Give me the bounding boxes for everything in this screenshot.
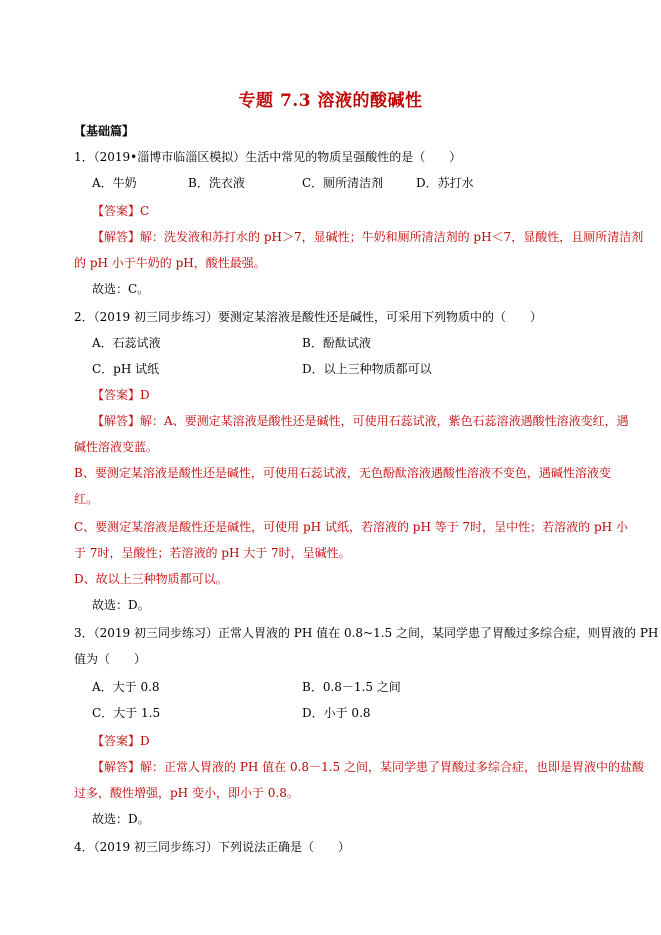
q3-option-c: C．大于 1.5 <box>92 706 161 720</box>
q3-choice: 故选：D。 <box>92 812 150 826</box>
q1-option-b: B．洗衣液 <box>188 176 245 190</box>
q3-option-d: D．小于 0.8 <box>302 706 371 720</box>
q2-option-c: C．pH 试纸 <box>92 362 160 376</box>
q3-answer: 【答案】D <box>92 734 150 748</box>
section-label: 【基础篇】 <box>74 124 135 138</box>
q3-stem: 3．（2019 初三同步练习）正常人胃液的 PH 值在 0.8~1.5 之间，某同学患了胃酸过多综合症，则胃液的 PH <box>74 626 659 640</box>
q1-choice: 故选：C。 <box>92 282 150 296</box>
q1-option-a: A．牛奶 <box>92 176 137 190</box>
q3-option-b: B．0.8－1.5 之间 <box>302 680 401 694</box>
q2-analysis-c: C、要测定某溶液是酸性还是碱性，可使用 pH 试纸，若溶液的 pH 等于 7时，呈中性；若溶液的 pH 小 <box>74 520 628 534</box>
q2-analysis-c-cont: 于 7时，呈酸性；若溶液的 pH 大于 7时，呈碱性。 <box>74 546 351 560</box>
page-title: 专题 7.3 溶液的酸碱性 <box>238 91 423 111</box>
q3-option-a: A．大于 0.8 <box>92 680 160 694</box>
q2-answer: 【答案】D <box>92 388 150 402</box>
q1-option-c: C．厕所清洁剂 <box>302 176 384 190</box>
q1-analysis: 【解答】解：洗发液和苏打水的 pH＞7，显碱性；牛奶和厕所清洁剂的 pH＜7，显酸性，且厕所清洁剂 <box>92 230 644 244</box>
q2-option-d: D．以上三种物质都可以 <box>302 362 432 376</box>
q2-analysis-b-cont: 红。 <box>74 492 99 506</box>
q2-option-b: B．酚酞试液 <box>302 336 371 350</box>
q4-stem: 4．（2019 初三同步练习）下列说法正确是（ ） <box>74 840 350 854</box>
q1-analysis-cont: 的 pH 小于牛奶的 pH，酸性最强。 <box>74 256 266 270</box>
q2-analysis-cont: 碱性溶液变蓝。 <box>74 440 159 454</box>
q3-analysis-cont: 过多，酸性增强，pH 变小，即小于 0.8。 <box>74 786 299 800</box>
q3-stem-cont: 值为（ ） <box>74 652 147 666</box>
q1-stem: 1．（2019•淄博市临淄区模拟）生活中常见的物质呈强酸性的是（ ） <box>74 150 462 164</box>
q2-analysis-b: B、要测定某溶液是酸性还是碱性，可使用石蕊试液，无色酚酞溶液遇酸性溶液不变色，遇碱性溶液变 <box>74 466 611 480</box>
q1-option-d: D．苏打水 <box>416 176 474 190</box>
q2-stem: 2．（2019 初三同步练习）要测定某溶液是酸性还是碱性，可采用下列物质中的（ ） <box>74 310 542 324</box>
q2-option-a: A．石蕊试液 <box>92 336 161 350</box>
q3-analysis: 【解答】解：正常人胃液的 PH 值在 0.8－1.5 之间，某同学患了胃酸过多综合症，也即是胃液中的盐酸 <box>92 760 644 774</box>
q2-analysis: 【解答】解：A、要测定某溶液是酸性还是碱性，可使用石蕊试液，紫色石蕊溶液遇酸性溶液变红，遇 <box>92 414 629 428</box>
q2-analysis-d: D、故以上三种物质都可以。 <box>74 572 228 586</box>
q1-answer: 【答案】C <box>92 204 150 218</box>
q2-choice: 故选：D。 <box>92 598 150 612</box>
